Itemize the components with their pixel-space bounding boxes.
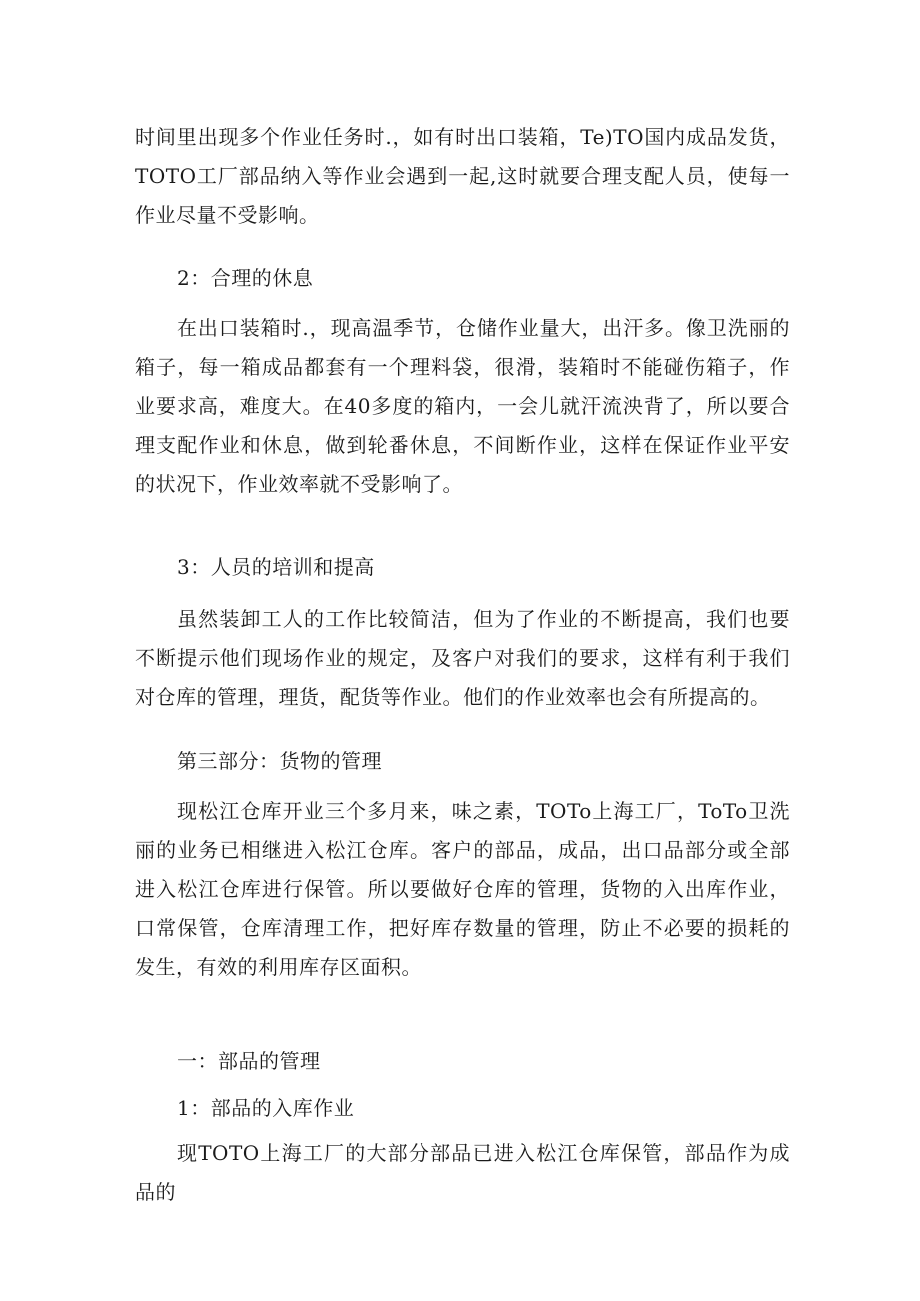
paragraph-staff-allocation: 时间里出现多个作业任务时.，如有时出口装箱，Te)TO国内成品发货，TOTO工厂部品纳入等作业会遇到一起,这时就要合理支配人员，使每一作业尽量不受影响。 bbox=[135, 125, 790, 227]
paragraph-training-details: 虽然装卸工人的工作比较简洁，但为了作业的不断提高，我们也要不断提示他们现场作业的规定，及客户对我们的要求，这样有利于我们对仓库的管理，理货，配货等作业。他们的作业效率也会有所提高的。 bbox=[135, 607, 790, 709]
heading-staff-training: 3：人员的培训和提高 bbox=[177, 555, 375, 579]
paragraph-songjiang-warehouse: 现松江仓库开业三个多月来，味之素，TOTo上海工厂，ToTo卫洗丽的业务已相继进入松江仓库。客户的部品，成品，出口品部分或全部进入松江仓库进行保管。所以要做好仓库的管理，货物的入出库作业，口常保管，仓库清理工作，把好库存数量的管理，防止不必要的损耗的发生，有效的利用库存区面积。 bbox=[135, 799, 790, 979]
heading-parts-inbound: 1：部品的入库作业 bbox=[177, 1096, 355, 1120]
paragraph-rest-in-heat: 在出口装箱时.，现高温季节，仓储作业量大，出汗多。像卫洗丽的箱子，每一箱成品都套有一个理料袋，很滑，装箱时不能碰伤箱子，作业要求高，难度大。在40多度的箱内，一会儿就汗流泱背了，所以要合理支配作业和休息，做到轮番休息，不间断作业，这样在保证作业平安的状况下，作业效率就不受影响了。 bbox=[135, 316, 790, 496]
heading-reasonable-rest: 2：合理的休息 bbox=[177, 266, 314, 290]
paragraph-parts-inbound-details: 现TOTO上海工厂的大部分部品已进入松江仓库保管，部品作为成品的 bbox=[135, 1141, 790, 1204]
heading-part-three: 第三部分：货物的管理 bbox=[177, 749, 382, 773]
heading-parts-management: 一：部品的管理 bbox=[177, 1049, 321, 1073]
